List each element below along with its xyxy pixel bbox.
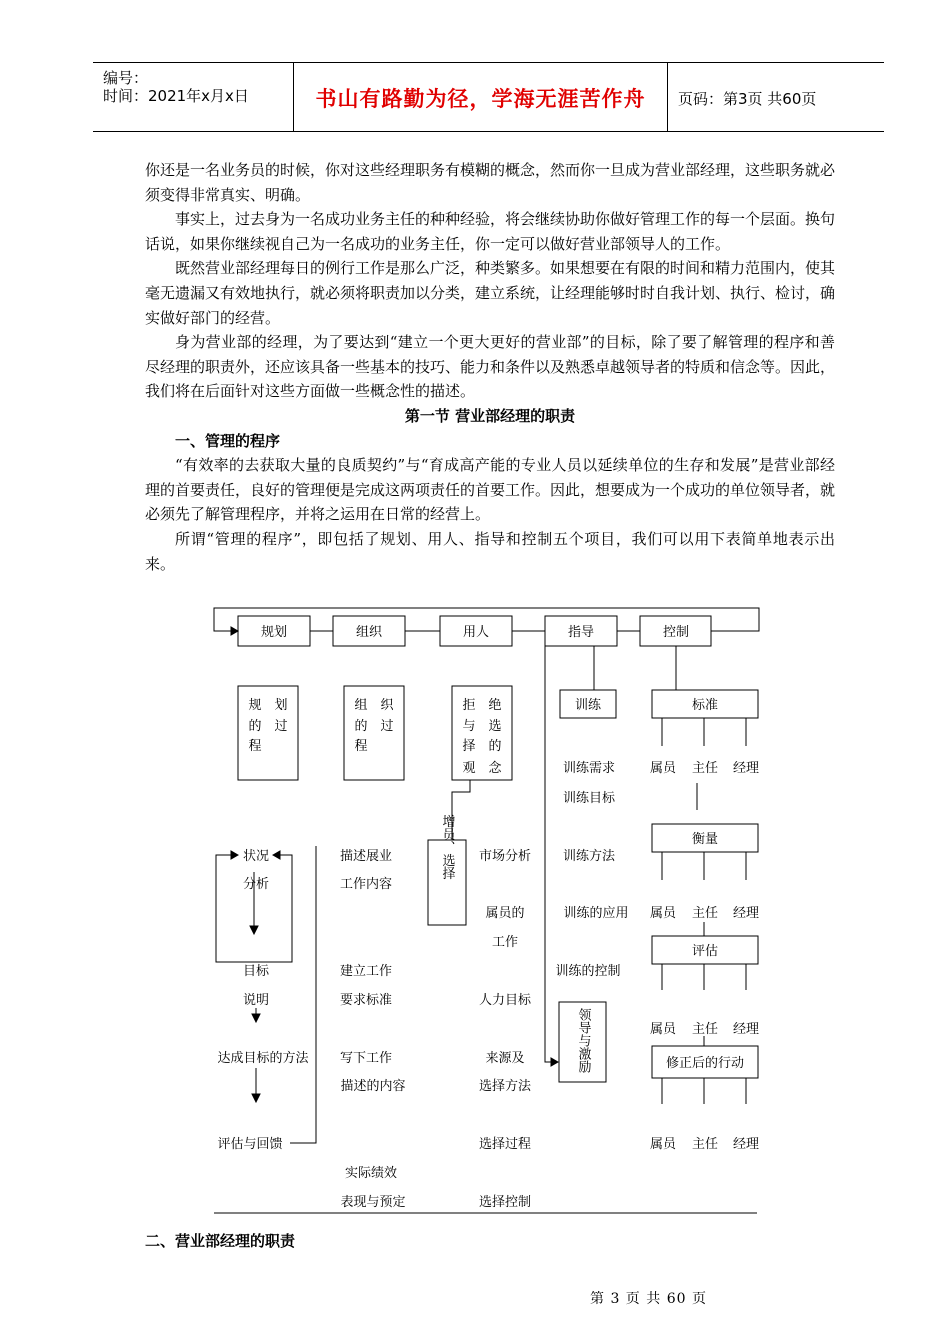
org-item: 要求标准 [339, 993, 393, 1008]
role-label: 属员 [649, 1022, 677, 1037]
paragraph: 你还是一名业务员的时候，你对这些经理职务有模糊的概念，然而你一旦成为营业部经理，这些职务就必须变得非常真实、明确。 [145, 161, 836, 204]
document-number-label: 编号： [103, 69, 149, 87]
lead-box-label: 领导与激励 [575, 1008, 591, 1073]
box-char: 程 [354, 739, 368, 754]
box-char: 念 [488, 761, 502, 776]
subheading: 二、营业部经理的职责 [145, 1232, 296, 1250]
staff-item: 选择方法 [478, 1079, 532, 1094]
header-motto: 书山有路勤为径，学海无涯苦作舟 [315, 87, 646, 111]
section-title: 第一节 营业部经理的职责 [404, 406, 576, 425]
box-char: 观 [462, 761, 476, 776]
box-char: 规 [248, 698, 262, 713]
paragraph: 身为营业部的经理，为了要达到“建立一个更大更好的营业部”的目标，除了要了解管理的程序和善尽经理的职责外，还应该具备一些基本的技巧、能力和条件以及熟悉卓越领导者的特质和信念等。因此，我们将在后面针对这些方面做一些概念性的描述。 [145, 333, 836, 401]
staff-item: 来源及 [485, 1051, 525, 1066]
staff-item: 属员的 [485, 906, 525, 921]
plan-item: 状况 [242, 849, 270, 864]
train-item: 训练需求 [562, 761, 616, 776]
paragraph: 所谓“管理的程序”，即包括了规划、用人、指导和控制五个项目，我们可以用下表简单地表示出来。 [145, 529, 835, 573]
role-label: 主任 [691, 906, 719, 921]
control-box-label: 衡量 [691, 832, 719, 847]
box-char: 绝 [488, 698, 502, 713]
org-item: 表现与预定 [340, 1195, 406, 1210]
paragraph: 事实上，过去身为一名成功业务主任的种种经验，将会继续协助你做好管理工作的每一个层面。换句话说，如果你继续视自己为一名成功的业务主任，你一定可以做好营业部领导人的工作。 [145, 210, 836, 253]
box-char: 择 [462, 739, 476, 754]
box-label: 指导 [567, 625, 595, 640]
box-char: 的 [488, 739, 502, 754]
role-label: 经理 [732, 906, 760, 921]
train-item: 训练的应用 [563, 906, 629, 921]
train-item: 训练目标 [562, 791, 616, 806]
box-char: 过 [274, 719, 288, 734]
box-char: 选 [488, 719, 502, 734]
box-label: 控制 [662, 625, 690, 640]
role-label: 主任 [691, 1022, 719, 1037]
staff-item: 工作 [491, 935, 519, 950]
document-time-label: 时间：2021年x月x日 [103, 87, 249, 105]
control-box-label: 评估 [691, 944, 719, 959]
role-label: 主任 [691, 761, 719, 776]
subheading: 一、管理的程序 [175, 431, 281, 450]
staff-item: 选择过程 [478, 1137, 532, 1152]
role-label: 属员 [649, 761, 677, 776]
role-label: 属员 [649, 906, 677, 921]
plan-item: 达成目标的方法 [217, 1051, 309, 1066]
staff-item: 选择控制 [478, 1195, 532, 1210]
role-label: 经理 [732, 1137, 760, 1152]
plan-item: 评估与回馈 [217, 1137, 283, 1152]
role-label: 经理 [732, 1022, 760, 1037]
box-char: 划 [274, 698, 288, 713]
header-page-number: 页码：第3页 共60页 [678, 90, 817, 108]
box-label: 组织 [355, 625, 383, 640]
org-item: 建立工作 [339, 964, 393, 979]
train-box-label: 训练 [574, 698, 602, 713]
staff-item: 市场分析 [478, 849, 532, 864]
plan-item: 目标 [242, 964, 270, 979]
staff-item: 人力目标 [478, 993, 532, 1008]
box-char: 过 [380, 719, 394, 734]
org-item: 描述的内容 [340, 1079, 406, 1094]
train-item: 训练方法 [562, 849, 616, 864]
control-box-label: 修正后的行动 [665, 1056, 745, 1071]
box-char: 的 [248, 719, 262, 734]
role-label: 属员 [649, 1137, 677, 1152]
box-label: 规划 [260, 625, 288, 640]
box-char: 程 [248, 739, 262, 754]
box-char: 与 [462, 719, 476, 734]
role-label: 主任 [691, 1137, 719, 1152]
org-item: 工作内容 [339, 877, 393, 892]
box-char: 拒 [462, 698, 476, 713]
org-item: 写下工作 [339, 1051, 393, 1066]
control-box-label: 标准 [691, 698, 719, 713]
train-item: 训练的控制 [555, 964, 621, 979]
org-item: 描述展业 [339, 849, 393, 864]
recruit-box-label: 增员、选择 [439, 814, 455, 880]
page-footer: 第 3 页 共 60 页 [590, 1291, 707, 1307]
paragraph: 既然营业部经理每日的例行工作是那么广泛，种类繁多。如果想要在有限的时间和精力范围内，使其毫无遗漏又有效地执行，就必须将职责加以分类，建立系统，让经理能够时时自我计划、执行、检讨，确实做好部门的经营。 [145, 259, 836, 327]
org-item: 实际绩效 [344, 1166, 398, 1181]
box-label: 用人 [462, 625, 490, 640]
plan-item: 分析 [242, 877, 270, 892]
plan-item: 说明 [242, 993, 270, 1008]
role-label: 经理 [732, 761, 760, 776]
box-char: 织 [380, 698, 394, 713]
box-char: 组 [354, 698, 368, 713]
box-char: 的 [354, 719, 368, 734]
paragraph: “有效率的去获取大量的良质契约”与“育成高产能的专业人员以延续单位的生存和发展”是营业部经理的首要责任，良好的管理便是完成这两项责任的首要工作。因此，想要成为一个成功的单位领导者，就必须先了解管理程序，并将之运用在日常的经营上。 [145, 456, 836, 524]
